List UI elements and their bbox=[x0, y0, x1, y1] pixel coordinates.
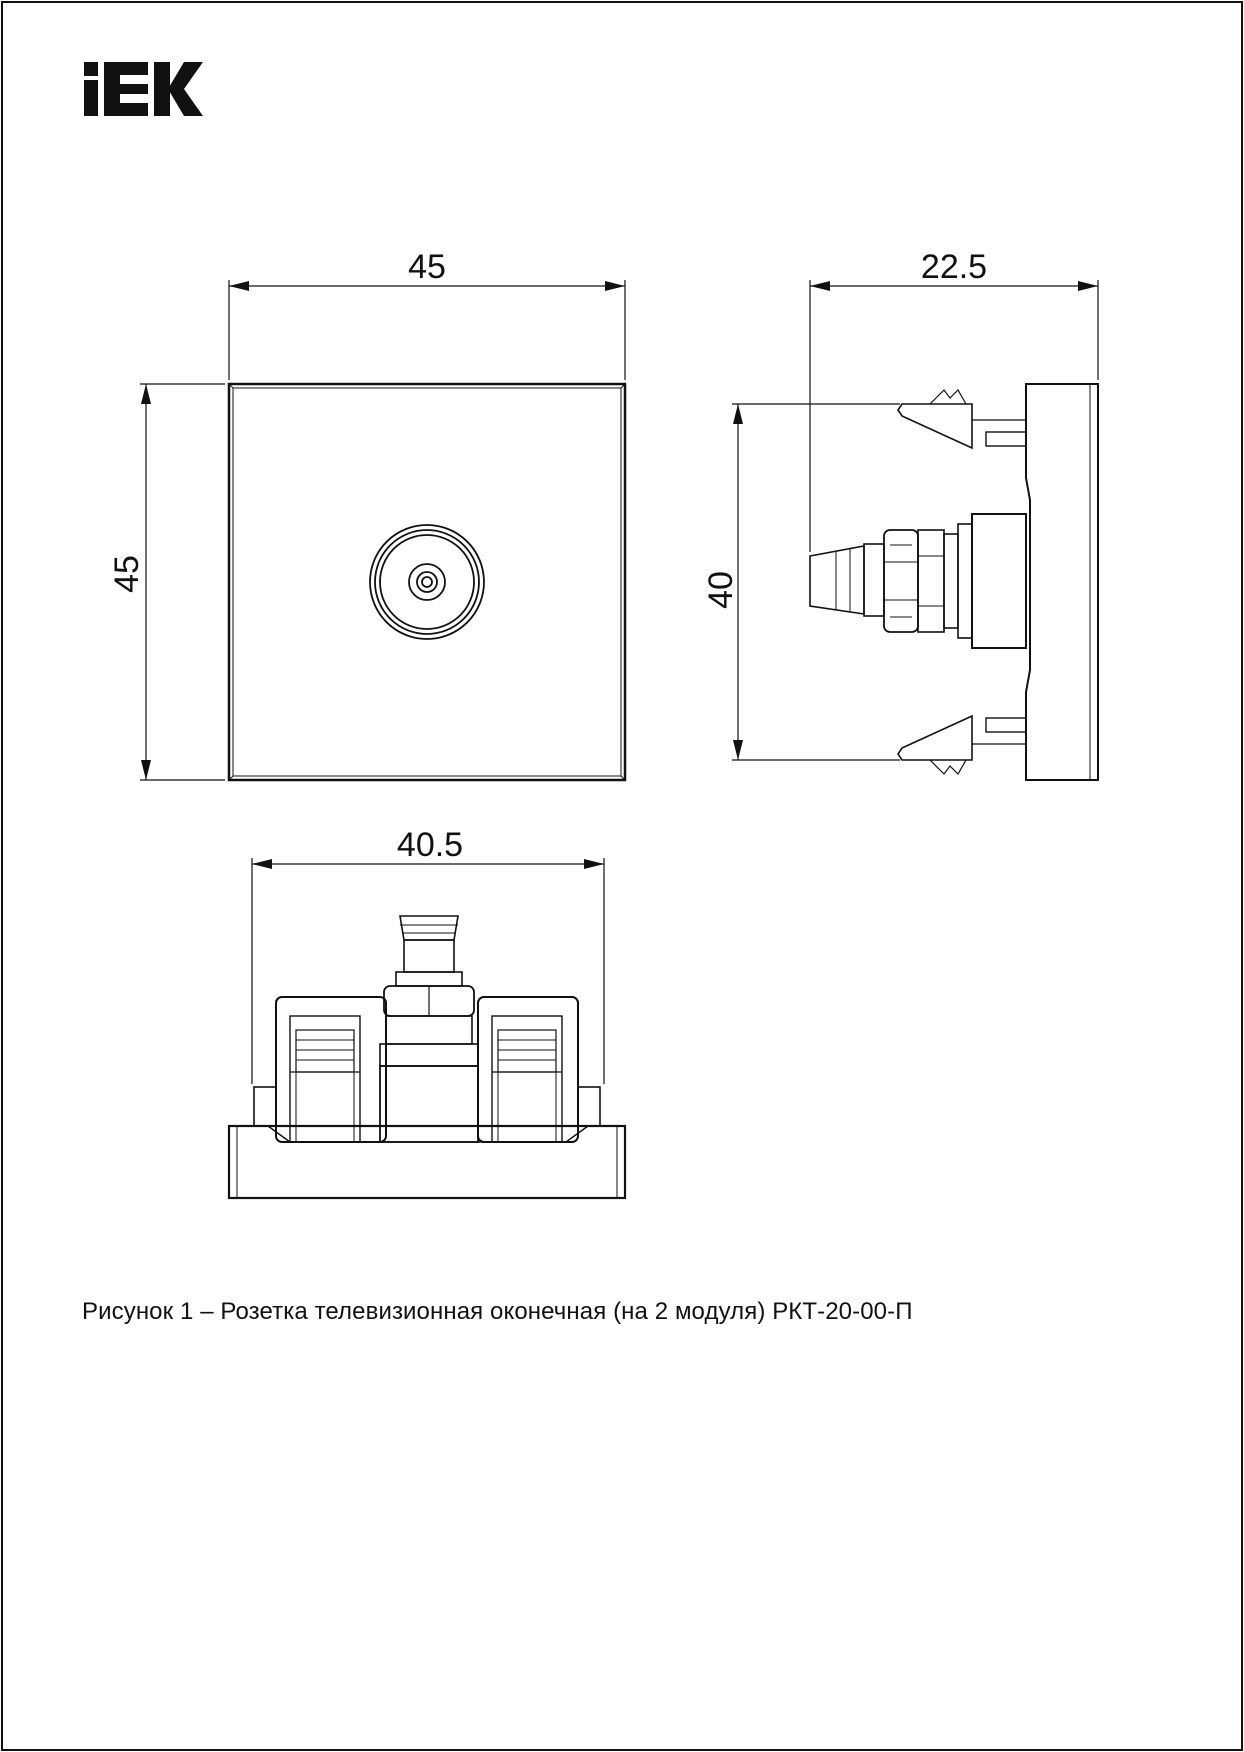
sheet-border bbox=[2, 2, 1242, 1750]
front-view bbox=[229, 384, 625, 780]
side-view bbox=[810, 384, 1098, 780]
side-height-dimension bbox=[732, 404, 900, 760]
side-depth-dimension bbox=[810, 280, 1098, 552]
side-depth-label: 22.5 bbox=[920, 248, 988, 286]
bottom-view bbox=[229, 916, 625, 1198]
figure-caption: Рисунок 1 – Розетка телевизионная оконечная (на 2 модуля) РКТ-20-00-П bbox=[82, 1298, 913, 1325]
front-width-label: 45 bbox=[408, 248, 446, 286]
front-height-label: 45 bbox=[108, 555, 146, 593]
coax-socket-front bbox=[370, 525, 484, 639]
bottom-width-label: 40.5 bbox=[396, 826, 464, 864]
front-width-dimension bbox=[229, 280, 625, 380]
iek-logo bbox=[84, 62, 203, 116]
side-height-label: 40 bbox=[702, 571, 740, 609]
front-height-dimension bbox=[140, 384, 225, 780]
